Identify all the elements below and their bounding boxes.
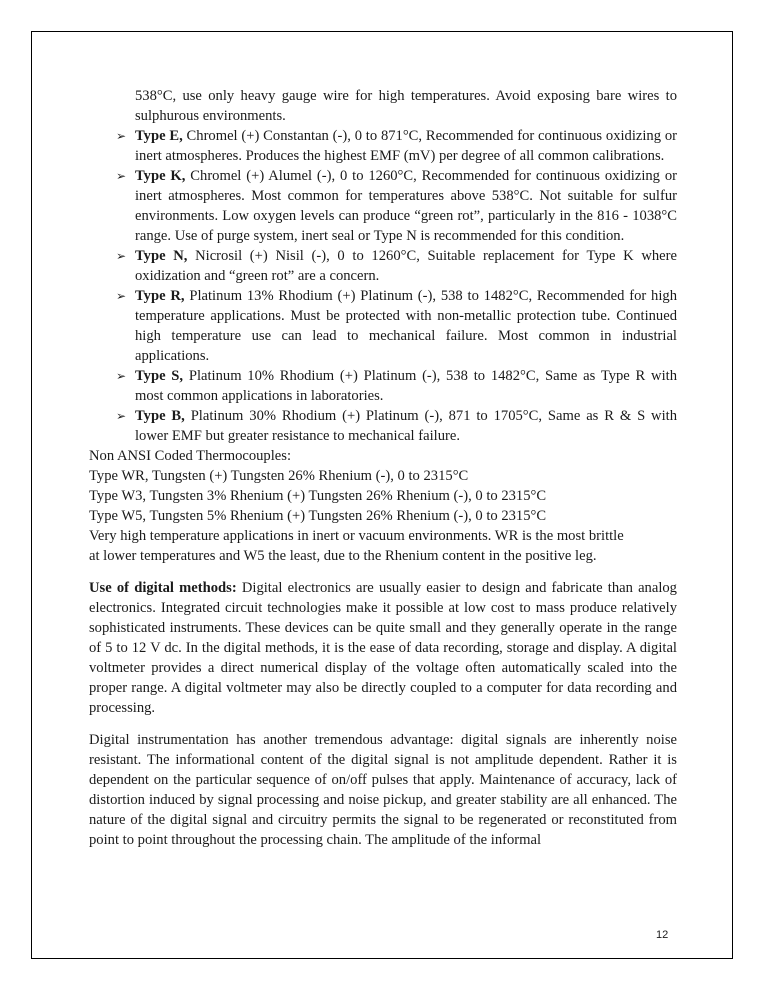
arrow-bullet-icon: ➢ bbox=[116, 289, 127, 303]
non-ansi-line: Type WR, Tungsten (+) Tungsten 26% Rhenium (-), 0 to 2315°C bbox=[89, 468, 469, 484]
type-label: Type E, bbox=[135, 128, 183, 144]
type-description: Platinum 30% Rhodium (+) Platinum (-), 871 to 1705°C, Same as R & S with lower EMF but greater resistance to mechanical failure. bbox=[135, 408, 678, 444]
type-description: Chromel (+) Constantan (-), 0 to 871°C, Recommended for continuous oxidizing or inert atmospheres. Produces the highest EMF (mV) per degree of all common calibrations. bbox=[135, 128, 677, 164]
digital-methods-paragraph bbox=[89, 578, 677, 718]
arrow-bullet-icon: ➢ bbox=[116, 369, 127, 383]
list-item bbox=[89, 166, 677, 246]
intro-continuation: 538°C, use only heavy gauge wire for high temperatures. Avoid exposing bare wires to sulphurous environments. bbox=[135, 88, 677, 124]
type-label: Type K, bbox=[135, 168, 186, 184]
thermocouple-type-list bbox=[89, 126, 677, 446]
non-ansi-line: Type W3, Tungsten 3% Rhenium (+) Tungsten 26% Rhenium (-), 0 to 2315°C bbox=[89, 488, 547, 504]
non-ansi-line: Very high temperature applications in inert or vacuum environments. WR is the most brittle bbox=[89, 528, 624, 544]
list-item bbox=[89, 246, 677, 286]
type-description: Chromel (+) Alumel (-), 0 to 1260°C, Recommended for continuous oxidizing or inert atmospheres. Most common for temperatures above 538°C. Not suitable for sulfur environments. Low oxygen levels can produce “green rot”, particularly in the 816 - 1038°C range. Use of purge system, inert seal or Type N is recommended for this condition. bbox=[135, 168, 677, 244]
digital-methods-heading: Use of digital methods: bbox=[89, 580, 237, 596]
digital-methods-text: Digital electronics are usually easier to design and fabricate than analog electronics. Integrated circuit technologies make it possible at low cost to mass produce relatively sophisticated instruments. These devices can be quite small and they generally operate in the range of 5 to 12 V dc. In the digital methods, it is the ease of data recording, storage and display. A digital voltmeter provides a direct numerical display of the voltage often automatically scaled into the proper range. A digital voltmeter may also be directly coupled to a computer for data recording and processing. bbox=[89, 580, 677, 716]
non-ansi-heading: Non ANSI Coded Thermocouples: bbox=[89, 448, 291, 464]
non-ansi-line: at lower temperatures and W5 the least, due to the Rhenium content in the positive leg. bbox=[89, 548, 597, 564]
page-number: 12 bbox=[656, 929, 669, 941]
list-item bbox=[89, 286, 677, 366]
list-item bbox=[89, 366, 677, 406]
type-description: Platinum 10% Rhodium (+) Platinum (-), 538 to 1482°C, Same as Type R with most common applications in laboratories. bbox=[135, 368, 677, 404]
type-label: Type N, bbox=[135, 248, 188, 264]
arrow-bullet-icon: ➢ bbox=[116, 169, 127, 183]
list-item bbox=[89, 126, 677, 166]
list-item bbox=[89, 406, 677, 446]
digital-advantage-paragraph: Digital instrumentation has another tremendous advantage: digital signals are inherently noise resistant. The informational content of the digital signal is not amplitude dependent. Rather it is dependent on the particular sequence of on/off pulses that apply. Maintenance of accuracy, lack of distortion induced by signal processing and noise pickup, and greater stability are all enhanced. The nature of the digital signal and circuitry permits the signal to be regenerated or reconstituted from point to point throughout the processing chain. The amplitude of the informal bbox=[89, 732, 677, 848]
type-label: Type S, bbox=[135, 368, 184, 384]
type-label: Type R, bbox=[135, 288, 185, 304]
arrow-bullet-icon: ➢ bbox=[116, 129, 127, 143]
type-label: Type B, bbox=[135, 408, 185, 424]
type-description: Platinum 13% Rhodium (+) Platinum (-), 538 to 1482°C, Recommended for high temperature applications. Must be protected with non-metallic protection tube. Continued high temperature use can lead to mechanical failure. Most common in industrial applications. bbox=[135, 288, 677, 364]
page-content bbox=[89, 86, 677, 850]
non-ansi-line: Type W5, Tungsten 5% Rhenium (+) Tungsten 26% Rhenium (-), 0 to 2315°C bbox=[89, 508, 547, 524]
type-description: Nicrosil (+) Nisil (-), 0 to 1260°C, Suitable replacement for Type K where oxidization and “green rot” are a concern. bbox=[135, 248, 677, 284]
arrow-bullet-icon: ➢ bbox=[116, 249, 127, 263]
arrow-bullet-icon: ➢ bbox=[116, 409, 127, 423]
